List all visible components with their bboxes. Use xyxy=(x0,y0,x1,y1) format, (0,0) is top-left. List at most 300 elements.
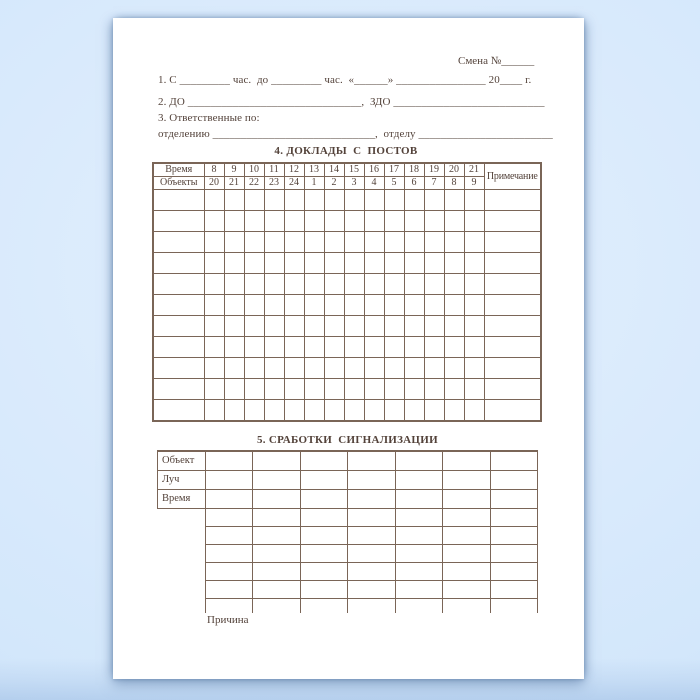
alarm-cell xyxy=(206,562,253,580)
report-cell xyxy=(424,274,444,295)
report-cell xyxy=(204,358,224,379)
report-cell xyxy=(304,211,324,232)
report-cell xyxy=(264,253,284,274)
hour-top-cell-8: 16 xyxy=(364,163,384,177)
report-cell xyxy=(304,379,324,400)
report-cell xyxy=(384,253,404,274)
report-cell xyxy=(364,316,384,337)
report-cell xyxy=(384,337,404,358)
report-cell xyxy=(264,274,284,295)
hour-bottom-cell-4: 24 xyxy=(284,177,304,190)
report-cell xyxy=(284,232,304,253)
hour-top-cell-5: 13 xyxy=(304,163,324,177)
report-cell xyxy=(444,253,464,274)
report-cell xyxy=(384,400,404,421)
report-cell xyxy=(364,400,384,421)
do-zdo-line: 2. ДО _______________________________, ЗДО ___________________________ xyxy=(158,96,545,108)
report-cell xyxy=(464,295,484,316)
report-row xyxy=(153,316,541,337)
hour-bottom-cell-0: 20 xyxy=(204,177,224,190)
hour-bottom-cell-10: 6 xyxy=(404,177,424,190)
alarm-cell xyxy=(443,451,490,470)
alarm-labeled-row xyxy=(158,489,538,508)
report-cell xyxy=(424,211,444,232)
report-cell xyxy=(404,295,424,316)
report-cell xyxy=(464,190,484,211)
report-cell xyxy=(304,190,324,211)
hour-bottom-cell-7: 3 xyxy=(344,177,364,190)
alarm-cell xyxy=(253,470,300,489)
alarm-cell xyxy=(490,544,537,562)
object-name-cell xyxy=(153,379,204,400)
alarm-open-row xyxy=(158,598,538,613)
report-cell xyxy=(304,358,324,379)
report-cell xyxy=(284,316,304,337)
report-cell xyxy=(224,232,244,253)
report-cell xyxy=(404,316,424,337)
report-cell xyxy=(304,274,324,295)
header-row-hours-day xyxy=(153,163,541,177)
report-cell xyxy=(284,379,304,400)
report-cell xyxy=(444,211,464,232)
alarm-cell xyxy=(490,598,537,613)
alarm-cell xyxy=(490,526,537,544)
note-header-cell: Примечание xyxy=(484,163,541,190)
report-cell xyxy=(464,400,484,421)
alarm-cell xyxy=(253,598,300,613)
note-cell xyxy=(484,190,541,211)
alarm-cell xyxy=(490,562,537,580)
report-cell xyxy=(284,337,304,358)
report-cell xyxy=(444,379,464,400)
report-cell xyxy=(324,190,344,211)
alarm-cell xyxy=(348,544,395,562)
report-cell xyxy=(244,211,264,232)
report-cell xyxy=(384,274,404,295)
report-cell xyxy=(384,358,404,379)
report-cell xyxy=(224,211,244,232)
alarm-cell xyxy=(300,508,347,526)
report-cell xyxy=(444,358,464,379)
report-cell xyxy=(224,274,244,295)
alarm-cell xyxy=(300,544,347,562)
report-cell xyxy=(424,190,444,211)
report-cell xyxy=(204,295,224,316)
alarm-extra-row xyxy=(158,544,538,562)
label-gap-cell xyxy=(158,562,206,580)
report-cell xyxy=(424,232,444,253)
report-cell xyxy=(244,274,264,295)
report-cell xyxy=(264,358,284,379)
alarm-cell xyxy=(395,598,442,613)
report-cell xyxy=(344,253,364,274)
report-cell xyxy=(344,337,364,358)
report-cell xyxy=(224,190,244,211)
report-cell xyxy=(424,358,444,379)
reports-table-body xyxy=(153,190,541,421)
object-name-cell xyxy=(153,358,204,379)
report-cell xyxy=(304,295,324,316)
report-cell xyxy=(464,232,484,253)
hour-top-cell-4: 12 xyxy=(284,163,304,177)
hour-bottom-cell-9: 5 xyxy=(384,177,404,190)
report-cell xyxy=(384,232,404,253)
hour-bottom-cell-8: 4 xyxy=(364,177,384,190)
hour-bottom-cell-11: 7 xyxy=(424,177,444,190)
department-line: отделению _____________________________, отделу ________________________ xyxy=(158,128,553,140)
note-cell xyxy=(484,337,541,358)
report-cell xyxy=(324,295,344,316)
hour-bottom-cell-13: 9 xyxy=(464,177,484,190)
report-cell xyxy=(464,274,484,295)
hour-top-cell-10: 18 xyxy=(404,163,424,177)
alarm-cell xyxy=(395,580,442,598)
report-cell xyxy=(324,400,344,421)
alarm-row-label-2: Время xyxy=(158,489,206,508)
report-cell xyxy=(244,400,264,421)
section5-title: 5. СРАБОТКИ СИГНАЛИЗАЦИИ xyxy=(257,434,438,446)
alarm-row-label-0: Объект xyxy=(158,451,206,470)
note-cell xyxy=(484,295,541,316)
alarm-cell xyxy=(206,544,253,562)
report-cell xyxy=(244,316,264,337)
report-cell xyxy=(444,295,464,316)
hour-top-cell-3: 11 xyxy=(264,163,284,177)
alarm-cell xyxy=(443,526,490,544)
label-gap-cell xyxy=(158,508,206,526)
hour-bottom-cell-2: 22 xyxy=(244,177,264,190)
alarms-table-body xyxy=(158,451,538,613)
corner-time-cell: Время xyxy=(153,163,204,177)
object-name-cell xyxy=(153,316,204,337)
hour-top-cell-1: 9 xyxy=(224,163,244,177)
report-row xyxy=(153,253,541,274)
report-cell xyxy=(384,316,404,337)
report-row xyxy=(153,337,541,358)
report-cell xyxy=(444,337,464,358)
hour-top-cell-13: 21 xyxy=(464,163,484,177)
report-cell xyxy=(224,358,244,379)
report-cell xyxy=(344,400,364,421)
alarm-cell xyxy=(490,470,537,489)
report-row xyxy=(153,190,541,211)
report-cell xyxy=(364,190,384,211)
alarm-cell xyxy=(253,562,300,580)
report-cell xyxy=(304,337,324,358)
report-cell xyxy=(404,358,424,379)
alarm-cell xyxy=(395,470,442,489)
label-gap-cell xyxy=(158,598,206,613)
report-cell xyxy=(244,190,264,211)
alarm-cell xyxy=(348,580,395,598)
object-name-cell xyxy=(153,295,204,316)
alarm-cell xyxy=(300,451,347,470)
label-gap-cell xyxy=(158,544,206,562)
report-cell xyxy=(204,211,224,232)
alarm-cell xyxy=(443,544,490,562)
report-cell xyxy=(344,274,364,295)
report-cell xyxy=(404,253,424,274)
report-cell xyxy=(364,358,384,379)
form-page xyxy=(113,18,584,679)
report-cell xyxy=(204,232,224,253)
alarm-cell xyxy=(300,489,347,508)
report-cell xyxy=(244,379,264,400)
alarm-cell xyxy=(300,562,347,580)
report-cell xyxy=(444,274,464,295)
report-cell xyxy=(324,379,344,400)
report-cell xyxy=(364,295,384,316)
hour-bottom-cell-1: 21 xyxy=(224,177,244,190)
report-cell xyxy=(224,253,244,274)
hour-bottom-cell-12: 8 xyxy=(444,177,464,190)
alarms-table xyxy=(157,450,538,613)
alarm-cell xyxy=(490,489,537,508)
report-cell xyxy=(324,253,344,274)
report-cell xyxy=(404,211,424,232)
report-cell xyxy=(364,253,384,274)
report-cell xyxy=(444,190,464,211)
alarm-cell xyxy=(253,544,300,562)
alarm-cell xyxy=(348,562,395,580)
report-cell xyxy=(424,295,444,316)
report-cell xyxy=(244,253,264,274)
header-row-hours-night xyxy=(153,177,541,190)
report-cell xyxy=(424,316,444,337)
report-cell xyxy=(444,316,464,337)
alarm-cell xyxy=(348,526,395,544)
hour-top-cell-2: 10 xyxy=(244,163,264,177)
alarm-cell xyxy=(395,508,442,526)
report-cell xyxy=(204,400,224,421)
alarm-extra-row xyxy=(158,562,538,580)
note-cell xyxy=(484,211,541,232)
alarm-cell xyxy=(490,508,537,526)
responsible-line: 3. Ответственные по: xyxy=(158,112,260,124)
report-cell xyxy=(324,358,344,379)
report-cell xyxy=(404,337,424,358)
label-gap-cell xyxy=(158,580,206,598)
report-cell xyxy=(404,232,424,253)
alarm-cell xyxy=(348,489,395,508)
report-cell xyxy=(304,232,324,253)
alarm-cell xyxy=(206,598,253,613)
report-cell xyxy=(364,274,384,295)
note-cell xyxy=(484,232,541,253)
report-cell xyxy=(404,379,424,400)
report-cell xyxy=(324,232,344,253)
report-cell xyxy=(264,190,284,211)
report-cell xyxy=(284,295,304,316)
report-cell xyxy=(364,232,384,253)
alarm-cell xyxy=(348,451,395,470)
object-name-cell xyxy=(153,211,204,232)
hour-top-cell-7: 15 xyxy=(344,163,364,177)
report-cell xyxy=(284,358,304,379)
alarm-cell xyxy=(490,580,537,598)
report-cell xyxy=(324,337,344,358)
alarm-cell xyxy=(300,580,347,598)
note-cell xyxy=(484,379,541,400)
object-name-cell xyxy=(153,253,204,274)
report-cell xyxy=(224,400,244,421)
alarm-cell xyxy=(300,470,347,489)
alarm-cell xyxy=(253,526,300,544)
object-name-cell xyxy=(153,190,204,211)
object-name-cell xyxy=(153,232,204,253)
hour-top-cell-9: 17 xyxy=(384,163,404,177)
report-cell xyxy=(424,379,444,400)
report-cell xyxy=(344,295,364,316)
object-name-cell xyxy=(153,400,204,421)
note-cell xyxy=(484,316,541,337)
object-name-cell xyxy=(153,337,204,358)
report-cell xyxy=(264,211,284,232)
alarm-cell xyxy=(395,489,442,508)
report-row xyxy=(153,358,541,379)
report-cell xyxy=(264,295,284,316)
report-cell xyxy=(244,232,264,253)
report-cell xyxy=(344,211,364,232)
report-cell xyxy=(284,274,304,295)
alarm-extra-row xyxy=(158,508,538,526)
corner-objects-cell: Объекты xyxy=(153,177,204,190)
report-cell xyxy=(344,316,364,337)
report-cell xyxy=(464,211,484,232)
alarm-cell xyxy=(300,526,347,544)
time-period-line: 1. С _________ час. до _________ час. «______» ________________ 20____ г. xyxy=(158,74,532,86)
report-cell xyxy=(284,211,304,232)
alarm-cell xyxy=(395,544,442,562)
report-cell xyxy=(304,253,324,274)
report-cell xyxy=(364,379,384,400)
alarm-cell xyxy=(348,508,395,526)
alarm-cell xyxy=(206,526,253,544)
report-cell xyxy=(284,190,304,211)
report-cell xyxy=(324,316,344,337)
alarm-cell xyxy=(443,489,490,508)
report-cell xyxy=(464,358,484,379)
alarm-cell xyxy=(443,470,490,489)
report-cell xyxy=(384,295,404,316)
report-cell xyxy=(264,232,284,253)
reports-table xyxy=(152,162,542,422)
alarm-row-label-1: Луч xyxy=(158,470,206,489)
section4-title: 4. ДОКЛАДЫ С ПОСТОВ xyxy=(274,145,418,157)
report-row xyxy=(153,295,541,316)
report-cell xyxy=(344,358,364,379)
report-cell xyxy=(384,211,404,232)
report-cell xyxy=(244,358,264,379)
report-cell xyxy=(224,379,244,400)
report-cell xyxy=(264,400,284,421)
report-cell xyxy=(244,295,264,316)
report-row xyxy=(153,379,541,400)
report-cell xyxy=(204,379,224,400)
alarm-labeled-row xyxy=(158,470,538,489)
report-cell xyxy=(264,337,284,358)
alarm-labeled-row xyxy=(158,451,538,470)
report-cell xyxy=(204,316,224,337)
report-cell xyxy=(344,190,364,211)
report-cell xyxy=(424,337,444,358)
report-cell xyxy=(384,190,404,211)
report-cell xyxy=(204,337,224,358)
report-cell xyxy=(404,400,424,421)
report-cell xyxy=(284,400,304,421)
alarm-cell xyxy=(206,470,253,489)
alarm-cell xyxy=(443,580,490,598)
report-cell xyxy=(404,274,424,295)
report-cell xyxy=(404,190,424,211)
report-cell xyxy=(364,337,384,358)
hour-top-cell-0: 8 xyxy=(204,163,224,177)
hour-bottom-cell-3: 23 xyxy=(264,177,284,190)
alarm-cell xyxy=(206,451,253,470)
report-cell xyxy=(224,316,244,337)
alarm-cell xyxy=(206,580,253,598)
report-cell xyxy=(444,232,464,253)
note-cell xyxy=(484,358,541,379)
alarm-cell xyxy=(300,598,347,613)
report-cell xyxy=(244,337,264,358)
alarm-cell xyxy=(348,598,395,613)
hour-bottom-cell-5: 1 xyxy=(304,177,324,190)
note-cell xyxy=(484,274,541,295)
alarm-cell xyxy=(443,508,490,526)
report-cell xyxy=(344,379,364,400)
alarm-cell xyxy=(206,508,253,526)
alarm-cell xyxy=(348,470,395,489)
hour-top-cell-12: 20 xyxy=(444,163,464,177)
report-cell xyxy=(464,253,484,274)
alarm-cell xyxy=(253,580,300,598)
hour-top-cell-6: 14 xyxy=(324,163,344,177)
alarm-cell xyxy=(395,562,442,580)
alarm-cell xyxy=(253,451,300,470)
report-row xyxy=(153,400,541,421)
alarm-cell xyxy=(253,508,300,526)
report-cell xyxy=(424,253,444,274)
report-cell xyxy=(424,400,444,421)
report-row xyxy=(153,274,541,295)
note-cell xyxy=(484,400,541,421)
report-cell xyxy=(304,316,324,337)
report-cell xyxy=(364,211,384,232)
report-row xyxy=(153,232,541,253)
cause-label: Причина xyxy=(207,614,249,626)
report-cell xyxy=(384,379,404,400)
label-gap-cell xyxy=(158,526,206,544)
report-cell xyxy=(204,253,224,274)
alarm-cell xyxy=(443,562,490,580)
reports-table-header xyxy=(153,163,541,190)
report-cell xyxy=(444,400,464,421)
report-cell xyxy=(464,316,484,337)
report-cell xyxy=(204,190,224,211)
hour-top-cell-11: 19 xyxy=(424,163,444,177)
report-cell xyxy=(324,211,344,232)
object-name-cell xyxy=(153,274,204,295)
report-cell xyxy=(264,316,284,337)
report-cell xyxy=(344,232,364,253)
report-cell xyxy=(304,400,324,421)
hour-bottom-cell-6: 2 xyxy=(324,177,344,190)
report-cell xyxy=(224,295,244,316)
alarm-cell xyxy=(395,451,442,470)
alarm-cell xyxy=(395,526,442,544)
note-cell xyxy=(484,253,541,274)
